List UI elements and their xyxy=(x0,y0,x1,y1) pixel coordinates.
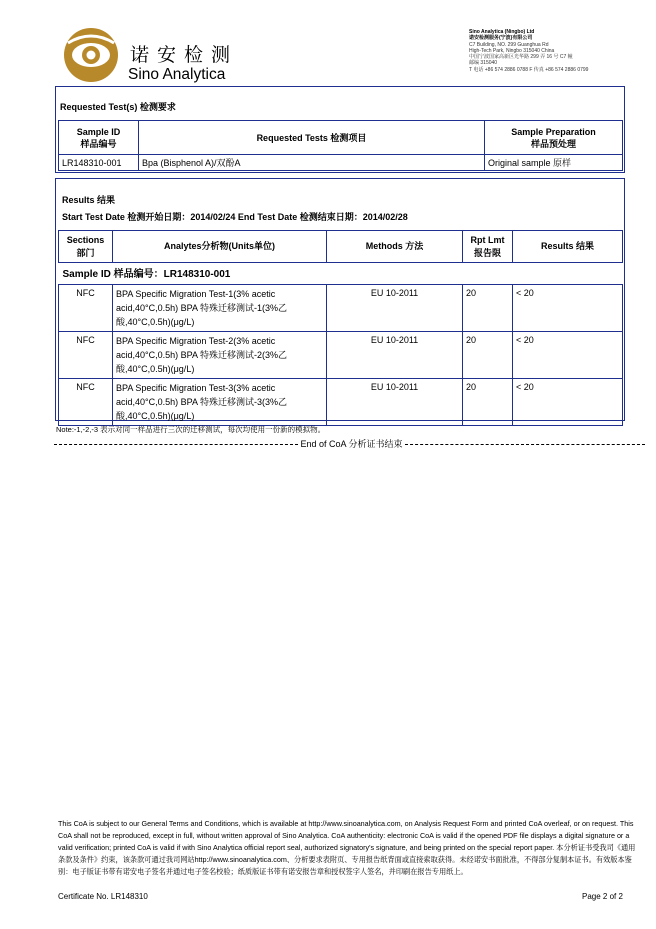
dashed-divider xyxy=(54,444,298,445)
contact-line: T 电话 +86 574 2886 0788 F 传真 +86 574 2886 0799 xyxy=(469,66,589,73)
sample-prep-cell: Original sample 原样 xyxy=(485,155,623,171)
company-name-en: Sino Analytica (Ningbo) Ltd xyxy=(469,29,535,35)
rpt-lmt-cell: 20 xyxy=(463,379,513,426)
method-cell: EU 10-2011 xyxy=(327,379,463,426)
company-name-cn: 诺安检测服务(宁波)有限公司 xyxy=(469,35,533,42)
method-cell: EU 10-2011 xyxy=(327,332,463,379)
rpt-lmt-cell: 20 xyxy=(463,332,513,379)
end-of-coa-line xyxy=(54,437,645,450)
address-line: C7 Building, NO. 299 Guanghua Rd xyxy=(469,41,549,48)
col-sections: Sections 部门 xyxy=(59,231,113,263)
requested-tests-table xyxy=(58,120,623,171)
sample-id-row xyxy=(59,263,623,285)
section-cell: NFC xyxy=(59,332,113,379)
sample-id-cell: LR148310-001 xyxy=(59,155,139,171)
requested-tests-title: Requested Test(s) 检测要求 xyxy=(60,102,176,112)
table-row xyxy=(59,285,623,332)
analyte-cell: BPA Specific Migration Test-2(3% acetic acid,40°C,0.5h) BPA 特殊迁移测试-2(3%乙酸,40°C,0.5h)(μg/L) xyxy=(113,332,327,379)
section-cell: NFC xyxy=(59,379,113,426)
brand-name-cn: 诺安检测 xyxy=(130,44,239,66)
col-analytes: Analytes分析物(Units单位) xyxy=(113,231,327,263)
col-sample-preparation: Sample Preparation 样品预处理 xyxy=(485,121,623,155)
test-dates: Start Test Date 检测开始日期：2014/02/24 End Test Date 检测结束日期：2014/02/28 xyxy=(62,212,408,222)
sino-analytica-logo xyxy=(62,27,120,83)
dashed-divider xyxy=(405,444,645,445)
table-row xyxy=(59,379,623,426)
col-sample-id: Sample ID 样品编号 xyxy=(59,121,139,155)
col-results: Results 结果 xyxy=(513,231,623,263)
results-table xyxy=(58,230,623,426)
method-cell: EU 10-2011 xyxy=(327,285,463,332)
rpt-lmt-cell: 20 xyxy=(463,285,513,332)
table-row xyxy=(59,155,623,171)
table-row xyxy=(59,332,623,379)
result-cell: < 20 xyxy=(513,379,623,426)
results-title: Results 结果 xyxy=(62,195,116,205)
terms-footer: This CoA is subject to our General Terms and Conditions, which is available at http://www.sinoanalytica.com, on Analysis Request Form and printed CoA overleaf, or on request. This CoA shall not be reproduced, except in full, without written approval of Sino Analytica. CoA authenticity: electronic CoA is valid if the opened PDF file displays a digital signature or a valid verification; printed CoA is valid if with Sino Analytica official report seal, authorized signatory's signature, and being printed on the special report paper. 本分析证书受我司《通用条款及条件》约束，该条款可通过我司网站http://www.sinoanalytica.com、分析要求表附页、专用报告纸背面或直接索取获得。未经诺安书面批准，不得部分复制本证书。有效版本鉴别：电子版证书带有诺安电子签名并通过电子签名校验；纸质版证书带有诺安报告章和授权签字人签名，并印刷在报告专用纸上。 xyxy=(58,819,636,876)
result-cell: < 20 xyxy=(513,285,623,332)
col-requested-tests: Requested Tests 检测项目 xyxy=(139,121,485,155)
result-cell: < 20 xyxy=(513,332,623,379)
sample-id-line: Sample ID 样品编号：LR148310-001 xyxy=(59,263,623,285)
note-text: Note:-1,-2,-3 表示对同一样品进行三次的迁移测试，每次均使用一份新的模拟物。 xyxy=(56,425,326,434)
end-of-coa-text: End of CoA 分析证书结束 xyxy=(300,439,403,449)
section-cell: NFC xyxy=(59,285,113,332)
analyte-cell: BPA Specific Migration Test-3(3% acetic acid,40°C,0.5h) BPA 特殊迁移测试-3(3%乙酸,40°C,0.5h)(μg/L) xyxy=(113,379,327,426)
address-line: 邮编 315040 xyxy=(469,60,498,67)
address-line: 中国宁波国家高新区光华路 299 弄 16 号 C7 幢 xyxy=(469,54,573,61)
analyte-cell: BPA Specific Migration Test-1(3% acetic acid,40°C,0.5h) BPA 特殊迁移测试-1(3%乙酸,40°C,0.5h)(μg/L) xyxy=(113,285,327,332)
address-line: High-Tech Park, Ningbo 315040 China xyxy=(469,47,555,54)
brand-name-en: Sino Analytica xyxy=(128,66,226,83)
requested-test-cell: Bpa (Bisphenol A)/双酚A xyxy=(139,155,485,171)
page-number: Page 2 of 2 xyxy=(582,892,623,901)
company-address xyxy=(469,29,639,73)
certificate-number: Certificate No. LR148310 xyxy=(58,892,148,901)
col-rpt-lmt: Rpt Lmt 报告限 xyxy=(463,231,513,263)
col-methods: Methods 方法 xyxy=(327,231,463,263)
